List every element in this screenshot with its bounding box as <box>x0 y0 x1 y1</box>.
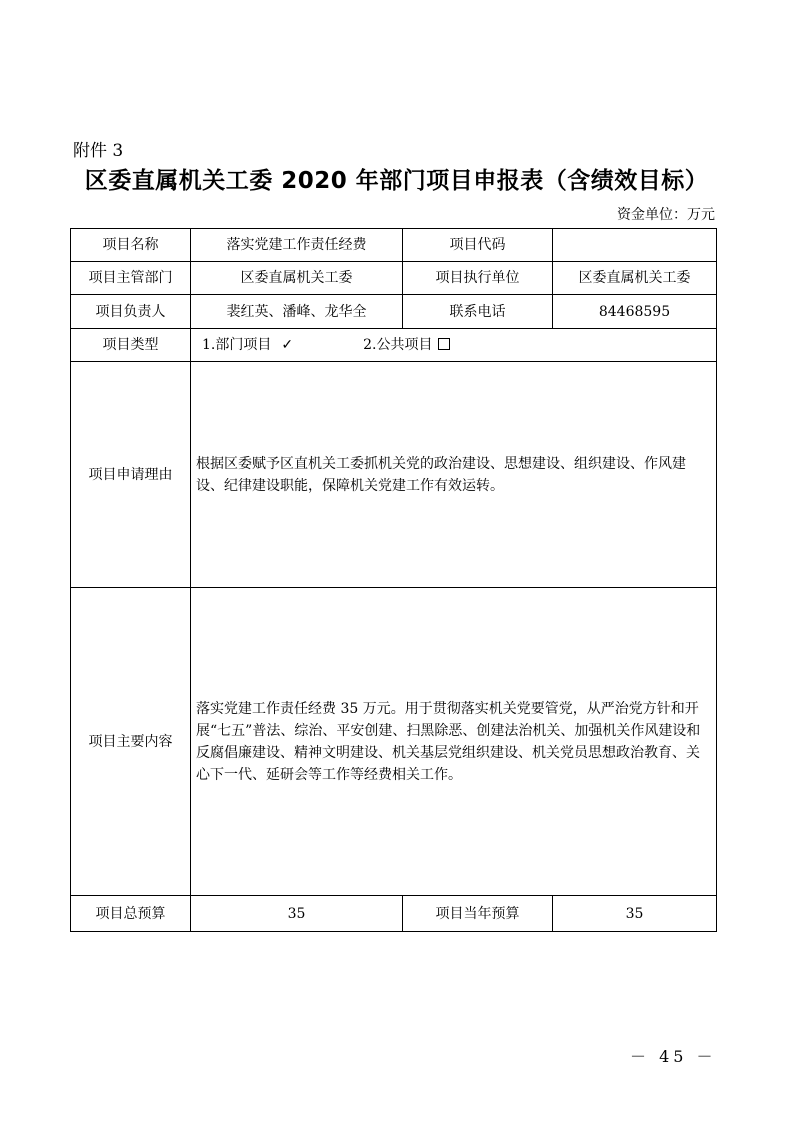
dept-label: 项目主管部门 <box>71 262 191 295</box>
type-option-public: 2.公共项目 <box>363 337 433 353</box>
content-label: 项目主要内容 <box>71 588 191 896</box>
exec-unit-value: 区委直属机关工委 <box>553 262 717 295</box>
attachment-label: 附件 3 <box>73 141 124 161</box>
checkbox-icon <box>438 338 450 350</box>
project-name-label: 项目名称 <box>71 229 191 262</box>
phone-value: 84468595 <box>553 295 717 329</box>
year-budget-value: 35 <box>553 896 717 932</box>
reason-text: 根据区委赋予区直机关工委抓机关党的政治建设、思想建设、组织建设、作风建设、纪律建设职能，保障机关党建工作有效运转。 <box>191 362 717 588</box>
phone-label: 联系电话 <box>403 295 553 329</box>
project-type-options <box>191 329 717 362</box>
reason-label: 项目申请理由 <box>71 362 191 588</box>
dept-value: 区委直属机关工委 <box>191 262 403 295</box>
project-name-value: 落实党建工作责任经费 <box>191 229 403 262</box>
project-code-value <box>553 229 717 262</box>
leader-value: 裴红英、潘峰、龙华全 <box>191 295 403 329</box>
project-code-label: 项目代码 <box>403 229 553 262</box>
type-option-dept: 1.部门项目 <box>202 337 272 353</box>
year-budget-label: 项目当年预算 <box>403 896 553 932</box>
project-application-form <box>70 228 717 932</box>
leader-label: 项目负责人 <box>71 295 191 329</box>
exec-unit-label: 项目执行单位 <box>403 262 553 295</box>
total-budget-value: 35 <box>191 896 403 932</box>
currency-unit: 资金单位：万元 <box>617 207 715 223</box>
page-number: － 45 － <box>630 1047 717 1066</box>
content-text: 落实党建工作责任经费 35 万元。用于贯彻落实机关党要管党，从严治党方针和开展“七五”普法、综治、平安创建、扫黑除恶、创建法治机关、加强机关作风建设和反腐倡廉建设、精神文明建设、机关基层党组织建设、机关党员思想政治教育、关心下一代、延研会等工作等经费相关工作。 <box>191 588 717 896</box>
project-type-label: 项目类型 <box>71 329 191 362</box>
total-budget-label: 项目总预算 <box>71 896 191 932</box>
page-title: 区委直属机关工委 2020 年部门项目申报表（含绩效目标） <box>84 168 709 194</box>
checkmark-icon: ✓ <box>281 337 294 353</box>
